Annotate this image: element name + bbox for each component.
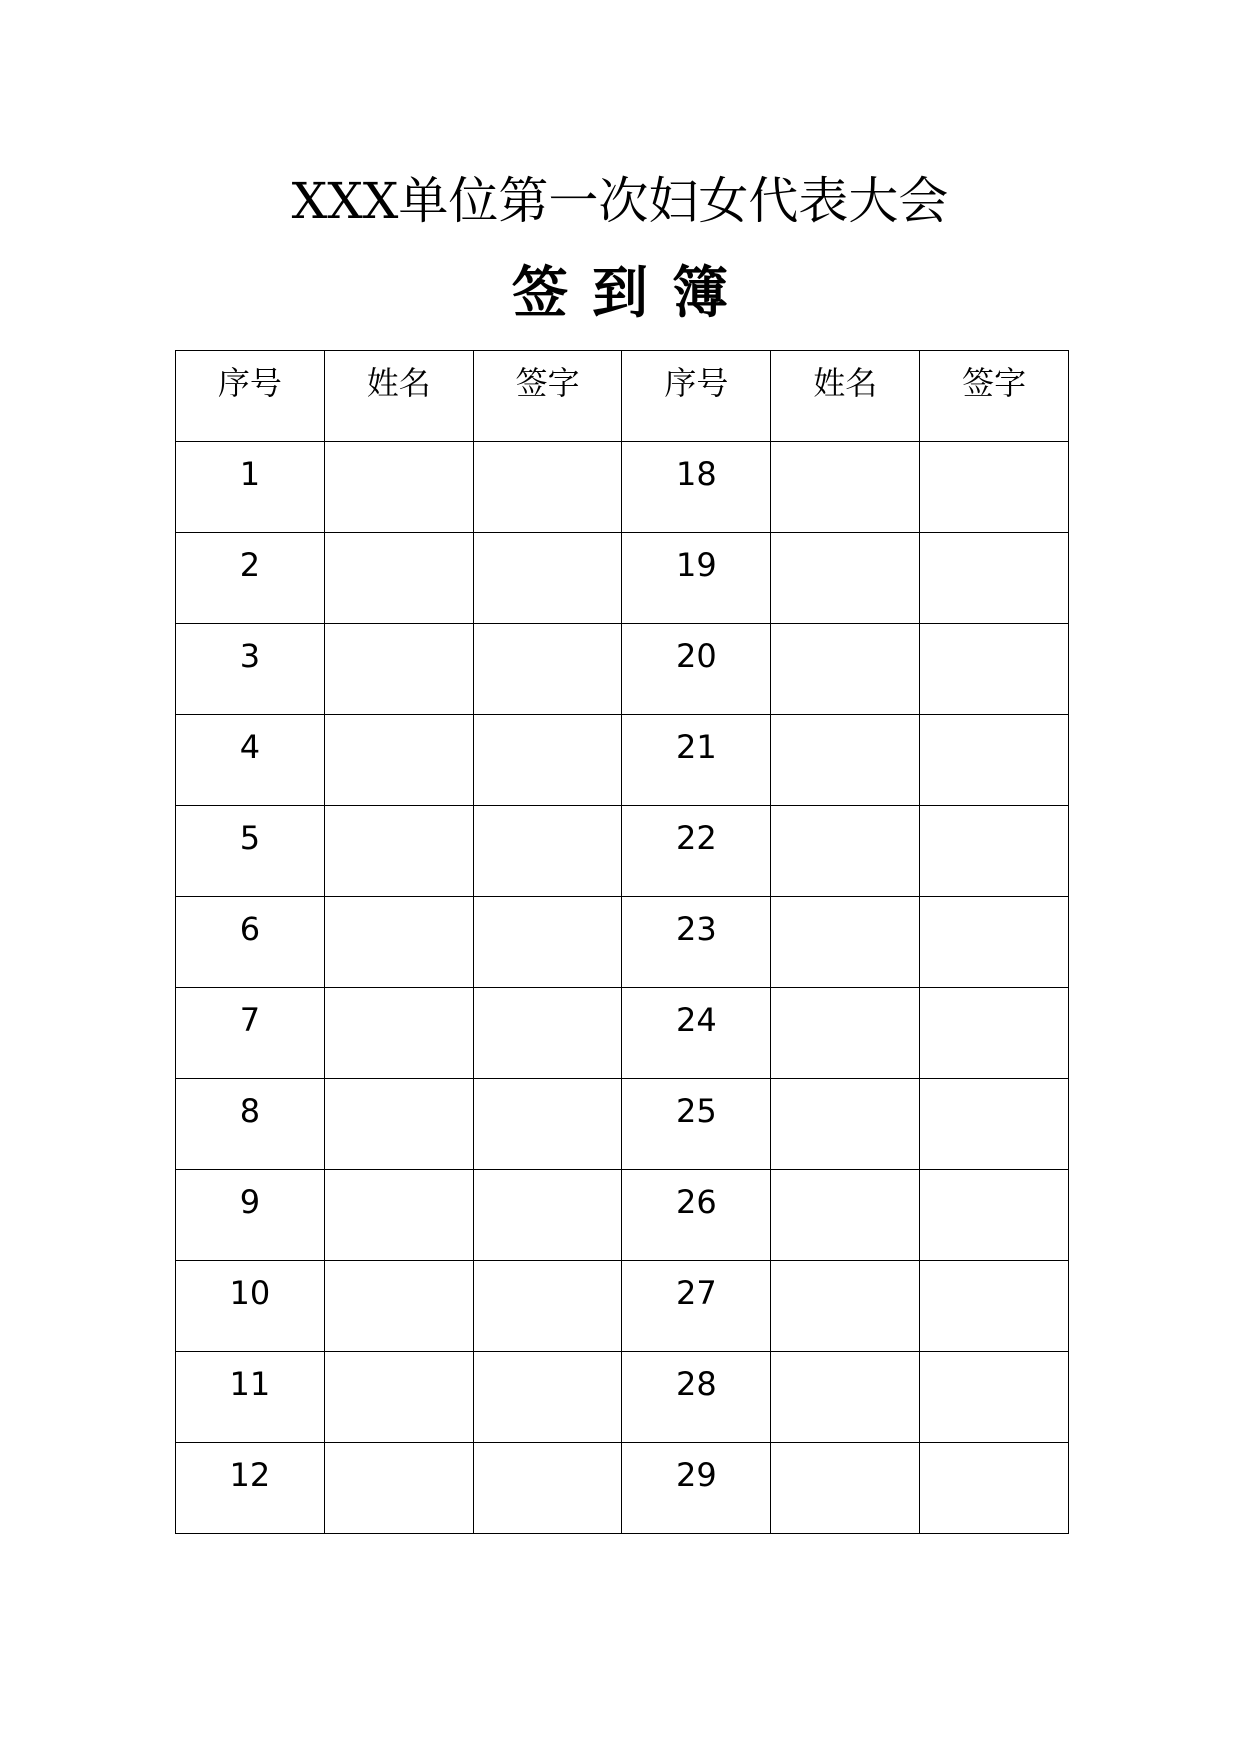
row-number-left: 3 (176, 624, 325, 715)
signature-field-left[interactable] (473, 988, 622, 1079)
table-row (176, 806, 1069, 897)
name-field-left[interactable] (324, 1443, 473, 1534)
name-field-left[interactable] (324, 533, 473, 624)
signature-field-right[interactable] (920, 1170, 1069, 1261)
document-title: XXX单位第一次妇女代表大会 (291, 172, 949, 230)
row-number-left: 10 (176, 1261, 325, 1352)
header-cell-name-left: 姓名 (324, 351, 473, 442)
table-row (176, 1352, 1069, 1443)
signature-field-right[interactable] (920, 1352, 1069, 1443)
table-row (176, 1079, 1069, 1170)
table-row (176, 988, 1069, 1079)
signature-field-right[interactable] (920, 897, 1069, 988)
name-field-right[interactable] (771, 1170, 920, 1261)
row-number-right: 26 (622, 1170, 771, 1261)
signature-field-right[interactable] (920, 1443, 1069, 1534)
signature-field-left[interactable] (473, 1443, 622, 1534)
row-number-right: 21 (622, 715, 771, 806)
row-number-right: 25 (622, 1079, 771, 1170)
row-number-left: 12 (176, 1443, 325, 1534)
document-subtitle: 签到簿 (512, 260, 752, 326)
name-field-left[interactable] (324, 806, 473, 897)
row-number-left: 2 (176, 533, 325, 624)
row-number-left: 1 (176, 442, 325, 533)
signature-field-right[interactable] (920, 988, 1069, 1079)
signature-field-left[interactable] (473, 1261, 622, 1352)
signature-field-left[interactable] (473, 624, 622, 715)
signature-field-right[interactable] (920, 806, 1069, 897)
header-cell-signature-right: 签字 (920, 351, 1069, 442)
table-row (176, 1170, 1069, 1261)
table-body (176, 442, 1069, 1534)
signature-field-left[interactable] (473, 806, 622, 897)
name-field-left[interactable] (324, 1352, 473, 1443)
name-field-right[interactable] (771, 1443, 920, 1534)
signature-field-right[interactable] (920, 1079, 1069, 1170)
header-cell-name-right: 姓名 (771, 351, 920, 442)
name-field-right[interactable] (771, 1352, 920, 1443)
signature-field-right[interactable] (920, 1261, 1069, 1352)
header-cell-number-right: 序号 (622, 351, 771, 442)
name-field-right[interactable] (771, 1079, 920, 1170)
signature-field-left[interactable] (473, 715, 622, 806)
signature-field-left[interactable] (473, 533, 622, 624)
row-number-left: 7 (176, 988, 325, 1079)
row-number-right: 27 (622, 1261, 771, 1352)
table-row (176, 897, 1069, 988)
signature-field-left[interactable] (473, 1170, 622, 1261)
row-number-right: 28 (622, 1352, 771, 1443)
signature-field-right[interactable] (920, 624, 1069, 715)
row-number-right: 22 (622, 806, 771, 897)
table-row (176, 533, 1069, 624)
table-row (176, 715, 1069, 806)
name-field-left[interactable] (324, 897, 473, 988)
table-row (176, 442, 1069, 533)
name-field-right[interactable] (771, 897, 920, 988)
name-field-left[interactable] (324, 624, 473, 715)
name-field-left[interactable] (324, 1261, 473, 1352)
name-field-right[interactable] (771, 624, 920, 715)
name-field-left[interactable] (324, 988, 473, 1079)
row-number-left: 8 (176, 1079, 325, 1170)
table-row (176, 1261, 1069, 1352)
header-cell-signature-left: 签字 (473, 351, 622, 442)
row-number-right: 18 (622, 442, 771, 533)
row-number-left: 6 (176, 897, 325, 988)
signature-field-left[interactable] (473, 897, 622, 988)
row-number-right: 24 (622, 988, 771, 1079)
signature-field-left[interactable] (473, 1352, 622, 1443)
name-field-right[interactable] (771, 806, 920, 897)
signature-field-left[interactable] (473, 442, 622, 533)
row-number-right: 29 (622, 1443, 771, 1534)
name-field-right[interactable] (771, 442, 920, 533)
signature-field-right[interactable] (920, 715, 1069, 806)
header-cell-number-left: 序号 (176, 351, 325, 442)
row-number-right: 20 (622, 624, 771, 715)
name-field-right[interactable] (771, 988, 920, 1079)
name-field-right[interactable] (771, 715, 920, 806)
name-field-left[interactable] (324, 1170, 473, 1261)
row-number-right: 19 (622, 533, 771, 624)
row-number-left: 4 (176, 715, 325, 806)
name-field-left[interactable] (324, 1079, 473, 1170)
name-field-left[interactable] (324, 442, 473, 533)
name-field-right[interactable] (771, 1261, 920, 1352)
row-number-left: 11 (176, 1352, 325, 1443)
name-field-right[interactable] (771, 533, 920, 624)
name-field-left[interactable] (324, 715, 473, 806)
row-number-left: 5 (176, 806, 325, 897)
signature-field-right[interactable] (920, 442, 1069, 533)
sign-in-table (175, 350, 1069, 1534)
table-row (176, 1443, 1069, 1534)
row-number-left: 9 (176, 1170, 325, 1261)
table-header-row (176, 351, 1069, 442)
row-number-right: 23 (622, 897, 771, 988)
table-row (176, 624, 1069, 715)
signature-field-left[interactable] (473, 1079, 622, 1170)
signature-field-right[interactable] (920, 533, 1069, 624)
